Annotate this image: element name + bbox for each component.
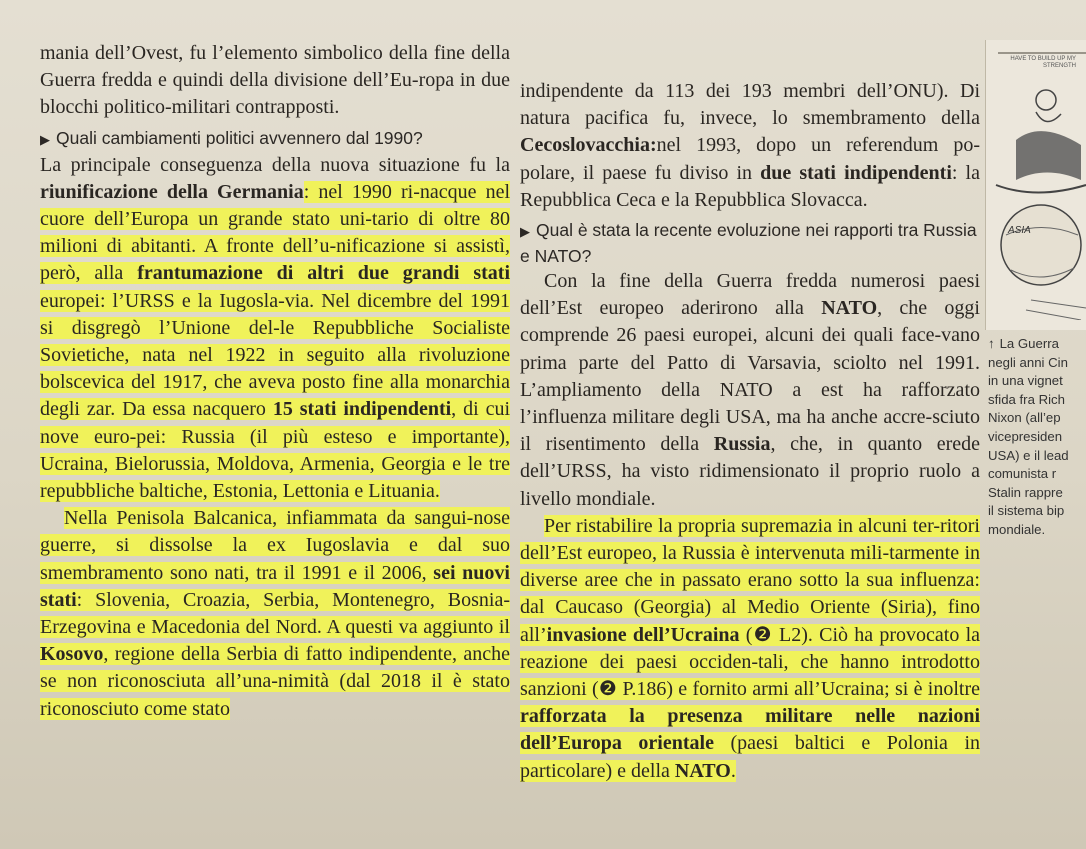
text-run: indipendente da 113 dei 193 membri dell’ONU). Di natura pacifica fu, invece, lo smembramento della: [520, 80, 980, 130]
text-run: , di cui nove euro-pei: Russia (il più esteso e importante), Ucraina, Bielorussia, Moldova, Armenia, Georgia e le tre repubbliche baltiche, Estonia, Lettonia e Lituania.: [40, 398, 511, 503]
mid-paragraph-1: [520, 78, 980, 214]
text-run: Kosovo: [40, 643, 104, 666]
text-run: 15 stati indipendenti: [272, 398, 452, 421]
caption-line: sfida fra Rich: [988, 391, 1065, 407]
text-run: La principale conseguenza della nuova situazione fu la: [40, 153, 510, 176]
triangle-bullet-icon: ▶: [40, 131, 50, 147]
text-run: rafforzata la presenza militare nelle nazioni dell’Europa orientale: [520, 705, 980, 755]
text-run: (❷ L2). Ciò ha provocato la reazione dei paesi occiden-tali, che hanno introdotto sanzioni (❷ P.186) e fornito armi all’Ucraina; si è inoltre: [520, 623, 980, 701]
question-1: [40, 126, 510, 152]
text-run: : Slovenia, Croazia, Serbia, Montenegro, Bosnia-Erzegovina e Macedonia del Nord. A questi va aggiunto il: [40, 588, 510, 639]
asia-label: ASIA: [1008, 225, 1031, 236]
text-run: mania dell’Ovest, fu l’elemento simbolico della fine della Guerra fredda e quindi della divisione dell’Eu-ropa in due blocchi politico-militari contrapposti.: [40, 42, 510, 119]
text-run: , che oggi comprende 26 paesi europei, alcuni dei quali face-vano prima parte del Patto di Varsavia, sciolto nel 1991. L’ampliamento della NATO a est ha rafforzato l’influenza militare degli USA, ma ha anche accre-sciuto il risentimento della: [520, 297, 980, 456]
text-run: Con la fine della Guerra fredda numerosi paesi dell’Est europeo aderirono alla: [520, 270, 980, 320]
caption-line: Stalin rappre: [988, 484, 1063, 500]
text-run: invasione dell’Ucraina: [546, 623, 740, 646]
caption-line: ↑ La Guerra: [988, 335, 1086, 354]
text-run: Russia: [713, 433, 771, 456]
text-run: (paesi baltici e Polonia in particolare) e della: [520, 732, 981, 782]
text-run: NATO: [821, 297, 878, 320]
text-run: riunificazione della Germania: [40, 180, 304, 203]
image-caption: [988, 335, 1086, 540]
text-run: nel 1993, dopo un referendum po-polare, il paese fu diviso in: [520, 134, 980, 184]
cartoon-illustration: [985, 40, 1086, 330]
caption-line: il sistema bip: [988, 503, 1065, 519]
cartoon-drawing-icon: [986, 70, 1086, 320]
text-run: .: [730, 759, 736, 782]
left-column: [40, 40, 510, 723]
caption-line: USA) e il lead: [988, 447, 1069, 463]
question-2-text: Qual è stata la recente evoluzione nei rapporti tra Russia e NATO?: [520, 220, 977, 267]
text-run: frantumazione di altri due grandi stati: [137, 262, 510, 285]
left-paragraph-3: [40, 505, 510, 723]
triangle-bullet-icon: ▶: [520, 224, 530, 240]
text-run: Cecoslovacchia:: [520, 134, 657, 157]
arrow-up-icon: ↑: [988, 336, 995, 351]
mid-paragraph-3: [520, 513, 980, 785]
text-run: europei: l’URSS e la Iugosla-via. Nel dicembre del 1991 si disgregò l’Unione del-le Repubbliche Socialiste Sovietiche, nata nel 1922 in seguito alla rivoluzione bolscevica del 1917, che aveva posto fine alla monarchia degli zar. Da essa nacquero: [40, 289, 510, 421]
text-run: : la Repubblica Ceca e la Repubblica Slovacca.: [520, 161, 980, 211]
text-run: , che, in quanto erede dell’URSS, ha visto ridimensionato il proprio ruolo a livello mondiale.: [520, 433, 980, 510]
text-run: sei nuovi stati: [40, 561, 510, 611]
caption-line: mondiale.: [988, 521, 1046, 537]
text-run: Nella Penisola Balcanica, infiammata da sangui-nose guerre, si dissolse la ex Iugoslavia e dal suo smembramento sono nati, tra il 1991 e il 2006,: [40, 507, 510, 584]
cartoon-speech-text: HAVE TO BUILD UP MY STRENGTH: [1010, 56, 1076, 69]
left-paragraph-2: [40, 152, 510, 506]
caption-line: vicepresiden: [988, 428, 1063, 444]
text-run: Per ristabilire la propria supremazia in alcuni ter-ritori dell’Est europeo, la Russia è intervenuta mili-tarmente in diverse aree che in passato erano sotto la sua influenza: dal Caucaso (Georgia) al Medio Oriente (Siria), fino all’: [520, 514, 980, 646]
text-run: NATO: [674, 759, 731, 782]
text-run: , regione della Serbia di fatto indipendente, anche se non riconosciuta all’una-nimità (dal 2018 il è stato riconosciuto come stato: [40, 643, 510, 720]
question-2: [520, 218, 980, 268]
middle-column: [520, 78, 980, 785]
question-1-text: Quali cambiamenti politici avvennero dal 1990?: [56, 127, 423, 148]
caption-line: negli anni Cin: [988, 354, 1068, 370]
caption-line: comunista r: [988, 466, 1057, 482]
caption-line: in una vignet: [988, 373, 1063, 389]
mid-paragraph-2: [520, 268, 980, 513]
caption-line: Nixon (all’ep: [988, 410, 1061, 426]
left-paragraph-1: [40, 40, 510, 122]
text-run: : nel 1990 ri-nacque nel cuore dell’Europa un grande stato uni-tario di oltre 80 milioni di abitanti. A fronte dell’u-nificazione si assistì, però, alla: [40, 180, 511, 285]
text-run: due stati indipendenti: [760, 161, 952, 184]
